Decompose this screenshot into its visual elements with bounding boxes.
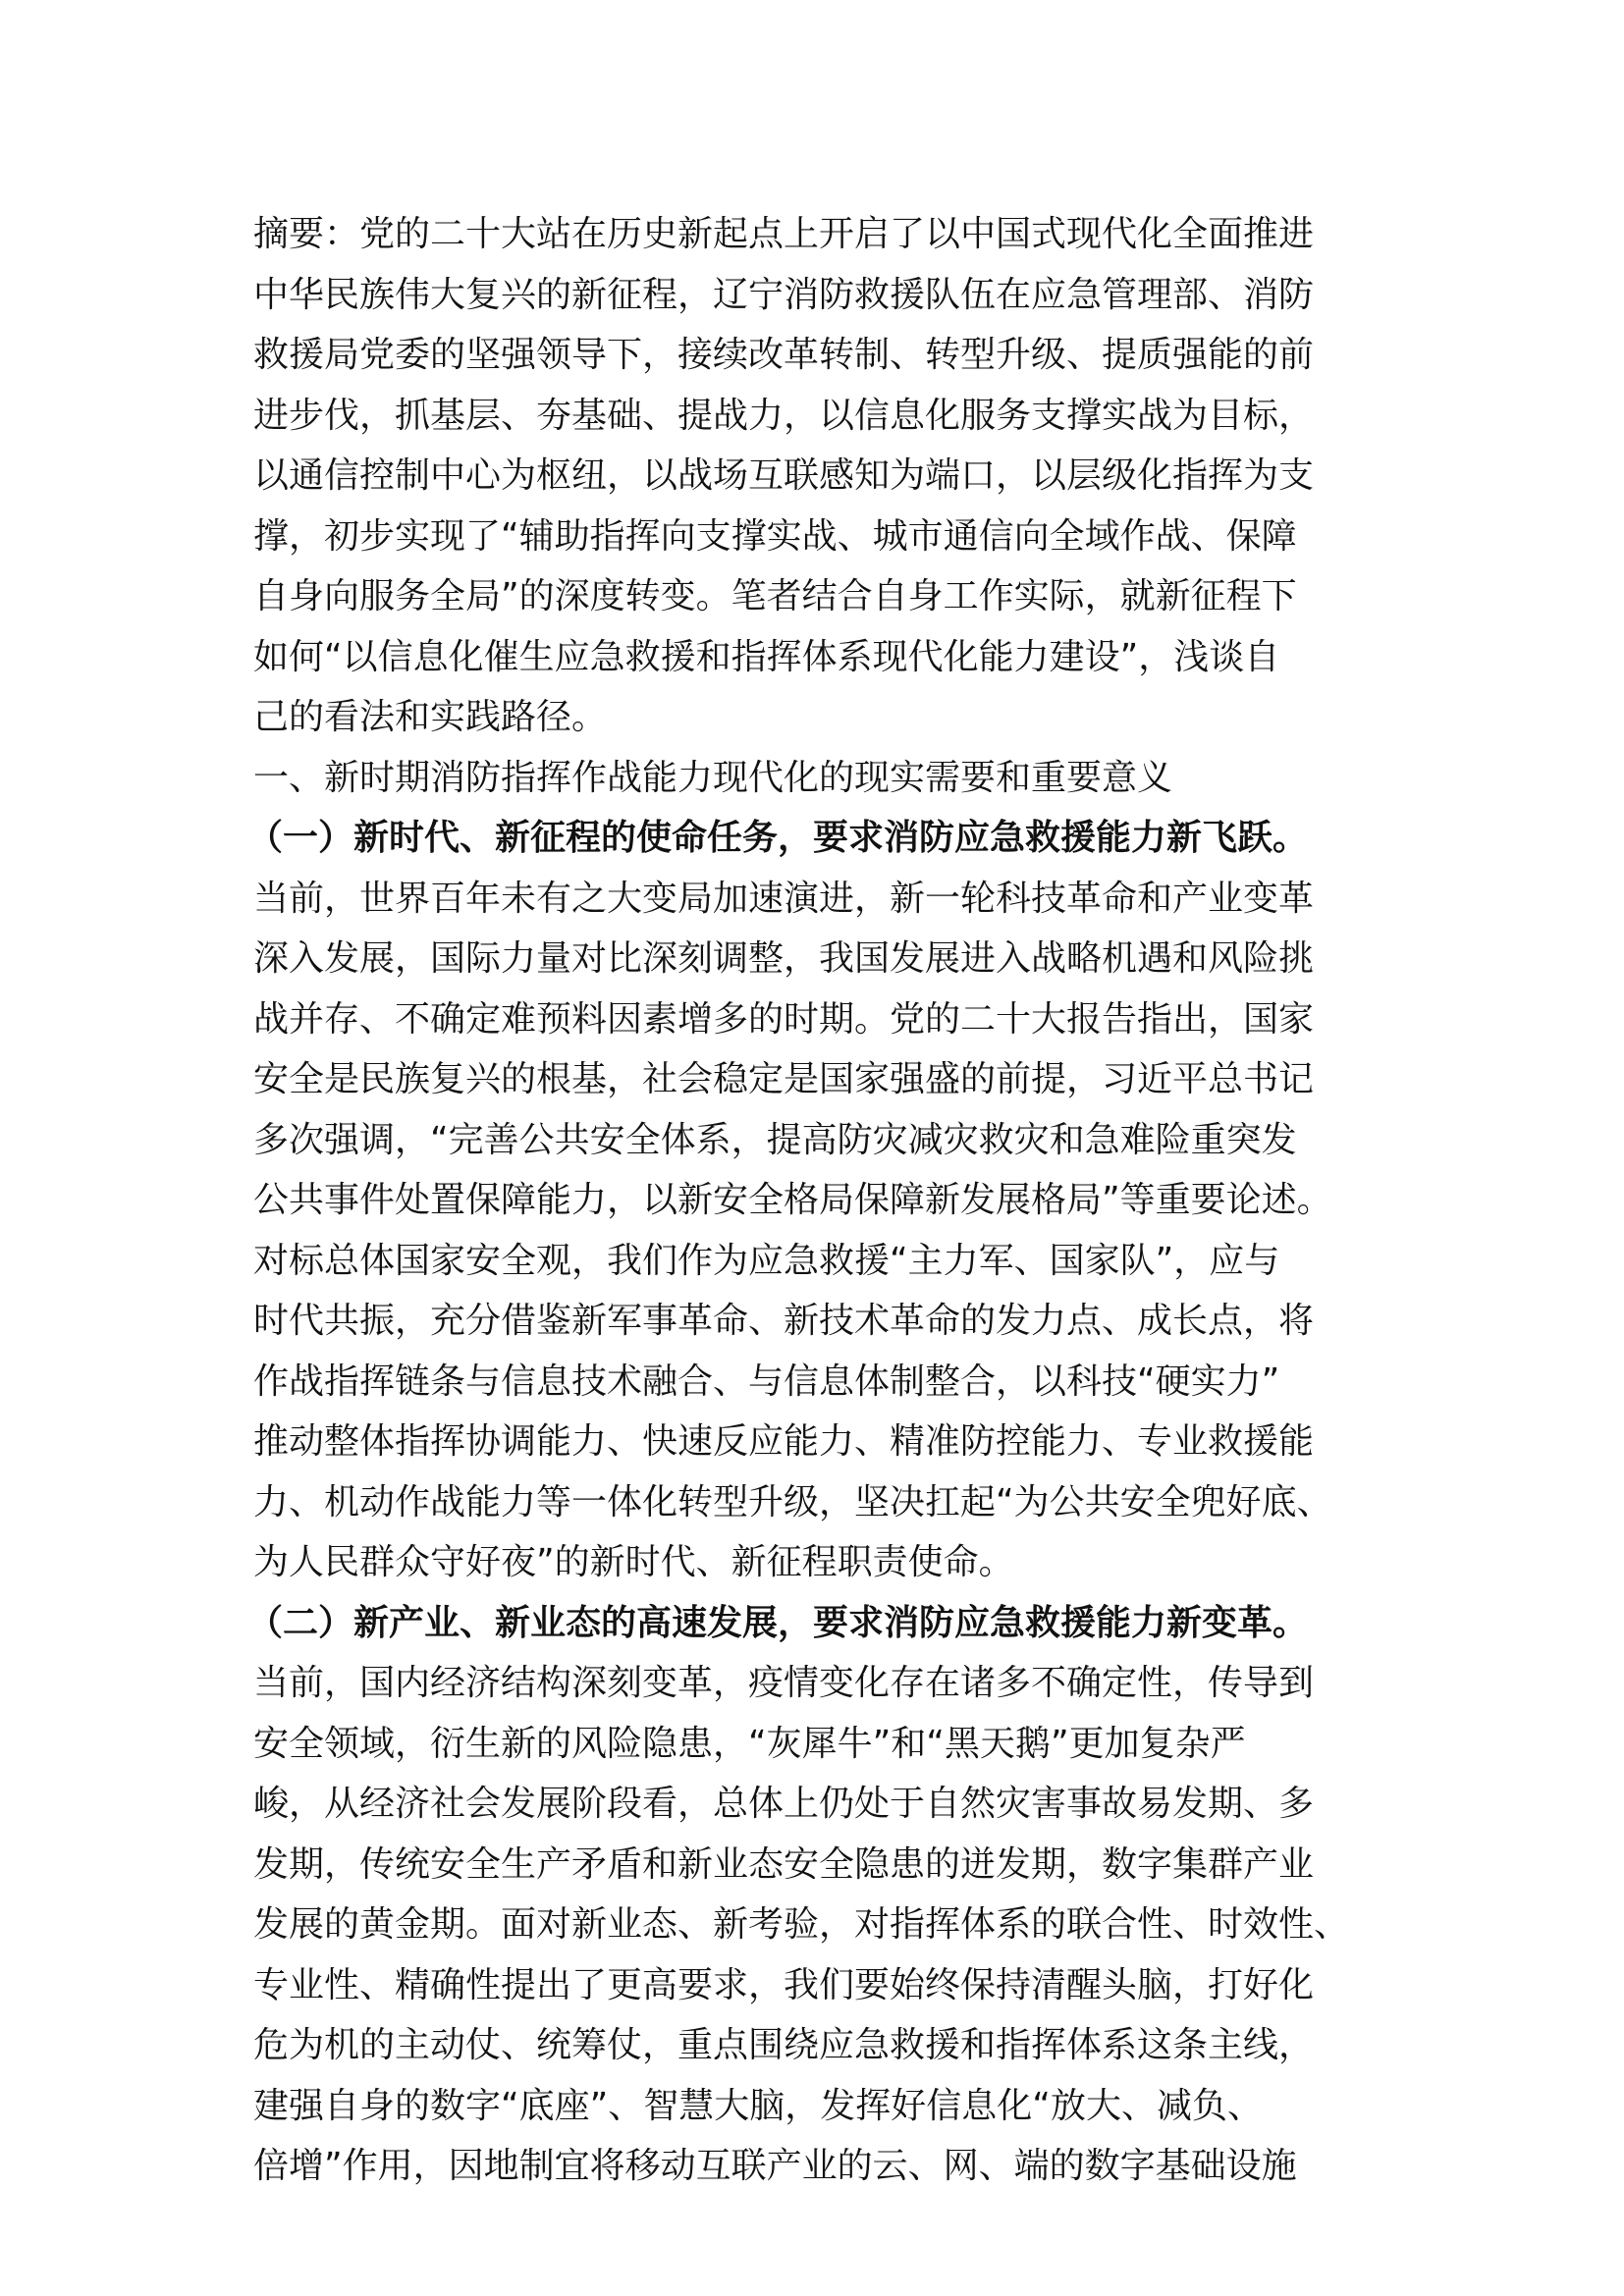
- abstract-line: 救援局党委的坚强领导下，接续改革转制、转型升级、提质强能的前: [253, 335, 1315, 375]
- paragraph-line: 时代共振，充分借鉴新军事革命、新技术革命的发力点、成长点，将: [253, 1301, 1315, 1341]
- abstract-line: 如何“以信息化催生应急救援和指挥体系现代化能力建设”，浅谈自: [253, 636, 1280, 677]
- paragraph-line: 当前，世界百年未有之大变局加速演进，新一轮科技革命和产业变革: [253, 878, 1315, 919]
- paragraph-line: 发展的黄金期。面对新业态、新考验，对指挥体系的联合性、时效性、: [253, 1904, 1350, 1945]
- abstract-line: 中华民族伟大复兴的新征程，辽宁消防救援队伍在应急管理部、消防: [253, 274, 1315, 315]
- paragraph-line: 发期，传统安全生产矛盾和新业态安全隐患的迸发期，数字集群产业: [253, 1843, 1315, 1885]
- paragraph-line: 力、机动作战能力等一体化转型升级，坚决扛起“为公共安全兜好底、: [253, 1481, 1332, 1522]
- paragraph-line: 专业性、精确性提出了更高要求，我们要始终保持清醒头脑，打好化: [253, 1964, 1315, 2005]
- paragraph-line: 作战指挥链条与信息技术融合、与信息体制整合，以科技“硬实力”: [253, 1361, 1280, 1402]
- paragraph-line: 对标总体国家安全观，我们作为应急救援“主力军、国家队”，应与: [253, 1240, 1280, 1281]
- paragraph-line: 安全是民族复兴的根基，社会稳定是国家强盛的前提，习近平总书记: [253, 1059, 1315, 1099]
- document-body: [247, 204, 1382, 2197]
- paragraph-line: 危为机的主动仗、统筹仗，重点围绕应急救援和指挥体系这条主线，: [253, 2025, 1315, 2065]
- paragraph-line: 当前，国内经济结构深刻变革，疫情变化存在诸多不确定性，传导到: [253, 1663, 1315, 1703]
- paragraph-line: 为人民群众守好夜”的新时代、新征程职责使命。: [253, 1542, 1014, 1582]
- paragraph-line: 战并存、不确定难预料因素增多的时期。党的二十大报告指出，国家: [253, 998, 1315, 1040]
- paragraph-line: 倍增”作用，因地制宜将移动互联产业的云、网、端的数字基础设施: [253, 2146, 1297, 2186]
- abstract-line: 进步伐，抓基层、夯基础、提战力，以信息化服务支撑实战为目标，: [253, 395, 1315, 436]
- paragraph-line: 安全领域，衍生新的风险隐患，“灰犀牛”和“黑天鹅”更加复杂严: [253, 1723, 1246, 1764]
- paragraph-line: 公共事件处置保障能力，以新安全格局保障新发展格局”等重要论述。: [253, 1180, 1332, 1220]
- paragraph-line: 建强自身的数字“底座”、智慧大脑，发挥好信息化“放大、减负、: [253, 2085, 1263, 2126]
- abstract-line: 自身向服务全局”的深度转变。笔者结合自身工作实际，就新征程下: [253, 576, 1297, 616]
- paragraph-line: 峻，从经济社会发展阶段看，总体上仍处于自然灾害事故易发期、多: [253, 1784, 1315, 1824]
- paragraph-line: 深入发展，国际力量对比深刻调整，我国发展进入战略机遇和风险挑: [253, 938, 1315, 979]
- paragraph-line: 推动整体指挥协调能力、快速反应能力、精准防控能力、专业救援能: [253, 1421, 1315, 1462]
- abstract-line: 以通信控制中心为枢纽，以战场互联感知为端口，以层级化指挥为支: [253, 455, 1315, 496]
- abstract-line: 己的看法和实践路径。: [253, 697, 608, 737]
- abstract-line: 撑，初步实现了“辅助指挥向支撑实战、城市通信向全域作战、保障: [253, 515, 1297, 557]
- paragraph-line: 多次强调，“完善公共安全体系，提高防灾减灾救灾和急难险重突发: [253, 1119, 1297, 1160]
- subsection-title: （二）新产业、新业态的高速发展，要求消防应急救援能力新变革。: [247, 1602, 1309, 1643]
- section-title: 一、新时期消防指挥作战能力现代化的现实需要和重要意义: [253, 757, 1173, 798]
- subsection-title: （一）新时代、新征程的使命任务，要求消防应急救援能力新飞跃。: [247, 818, 1309, 858]
- abstract-line: 摘要：党的二十大站在历史新起点上开启了以中国式现代化全面推进: [253, 214, 1315, 254]
